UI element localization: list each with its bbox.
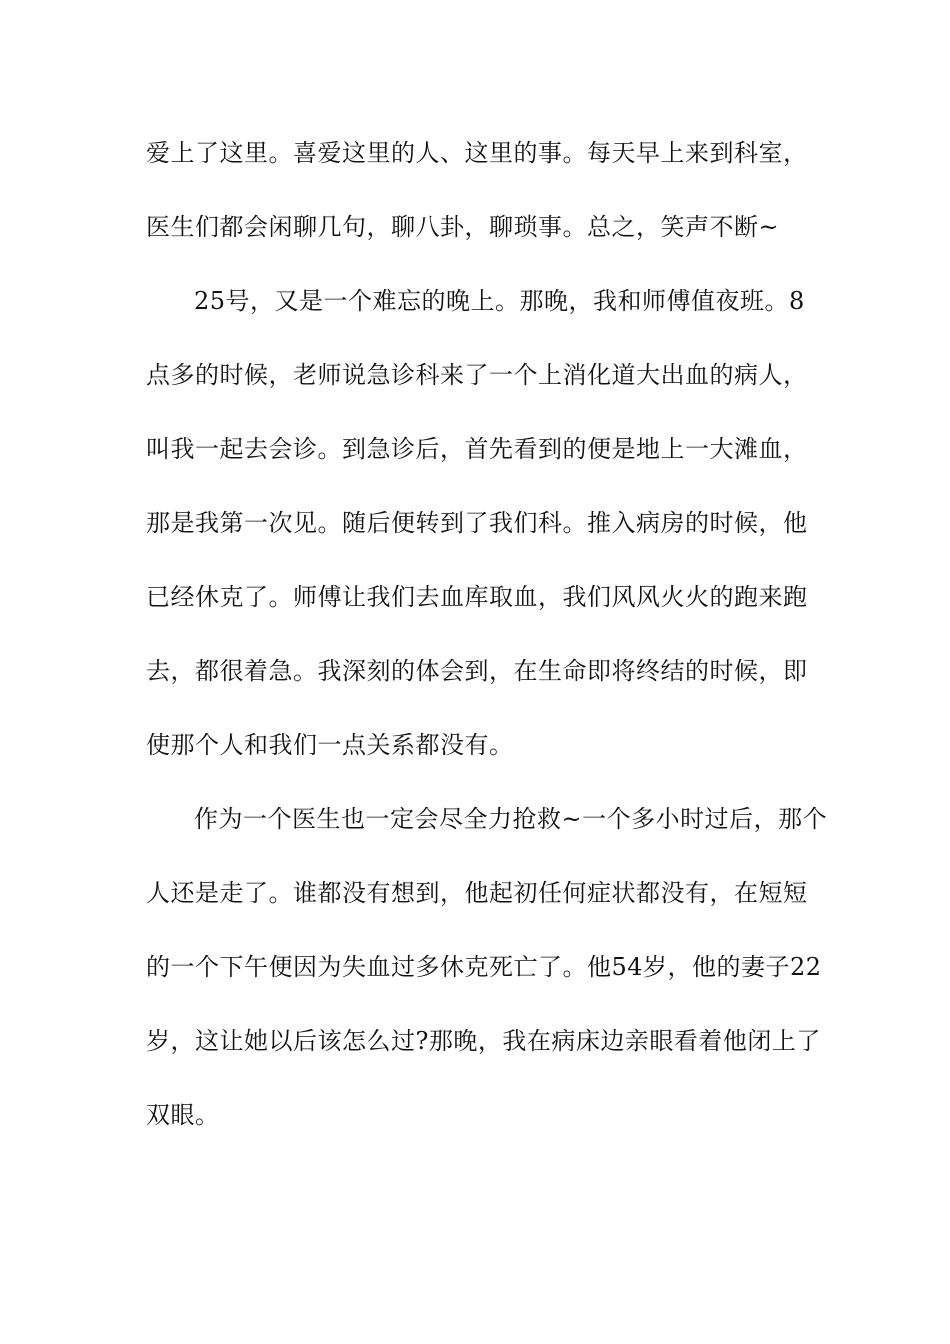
text-line: 爱上了这里。喜爱这里的人、这里的事。每天早上来到科室， bbox=[146, 139, 808, 167]
text-line: 的一个下午便因为失血过多休克死亡了。他54岁，他的妻子22 bbox=[146, 953, 822, 981]
text-line: 点多的时候，老师说急诊科来了一个上消化道大出血的病人， bbox=[146, 361, 808, 389]
text-line: 人还是走了。谁都没有想到，他起初任何症状都没有，在短短 bbox=[146, 879, 808, 907]
text-line: 医生们都会闲聊几句，聊八卦，聊琐事。总之，笑声不断~ bbox=[146, 213, 780, 241]
text-line: 岁，这让她以后该怎么过?那晚，我在病床边亲眼看着他闭上了 bbox=[146, 1027, 821, 1055]
text-line: 使那个人和我们一点关系都没有。 bbox=[146, 731, 514, 759]
text-line-paragraph-start: 作为一个医生也一定会尽全力抢救~一个多小时过后，那个 bbox=[194, 805, 828, 833]
text-line: 叫我一起去会诊。到急诊后，首先看到的便是地上一大滩血， bbox=[146, 435, 808, 463]
text-line: 那是我第一次见。随后便转到了我们科。推入病房的时候，他 bbox=[146, 509, 808, 537]
text-line-paragraph-start: 25号，又是一个难忘的晚上。那晚，我和师傅值夜班。8 bbox=[194, 287, 805, 315]
text-line: 去，都很着急。我深刻的体会到，在生命即将终结的时候，即 bbox=[146, 657, 808, 685]
text-line: 已经休克了。师傅让我们去血库取血，我们风风火火的跑来跑 bbox=[146, 583, 808, 611]
document-body bbox=[146, 130, 828, 1166]
text-line: 双眼。 bbox=[146, 1101, 220, 1129]
